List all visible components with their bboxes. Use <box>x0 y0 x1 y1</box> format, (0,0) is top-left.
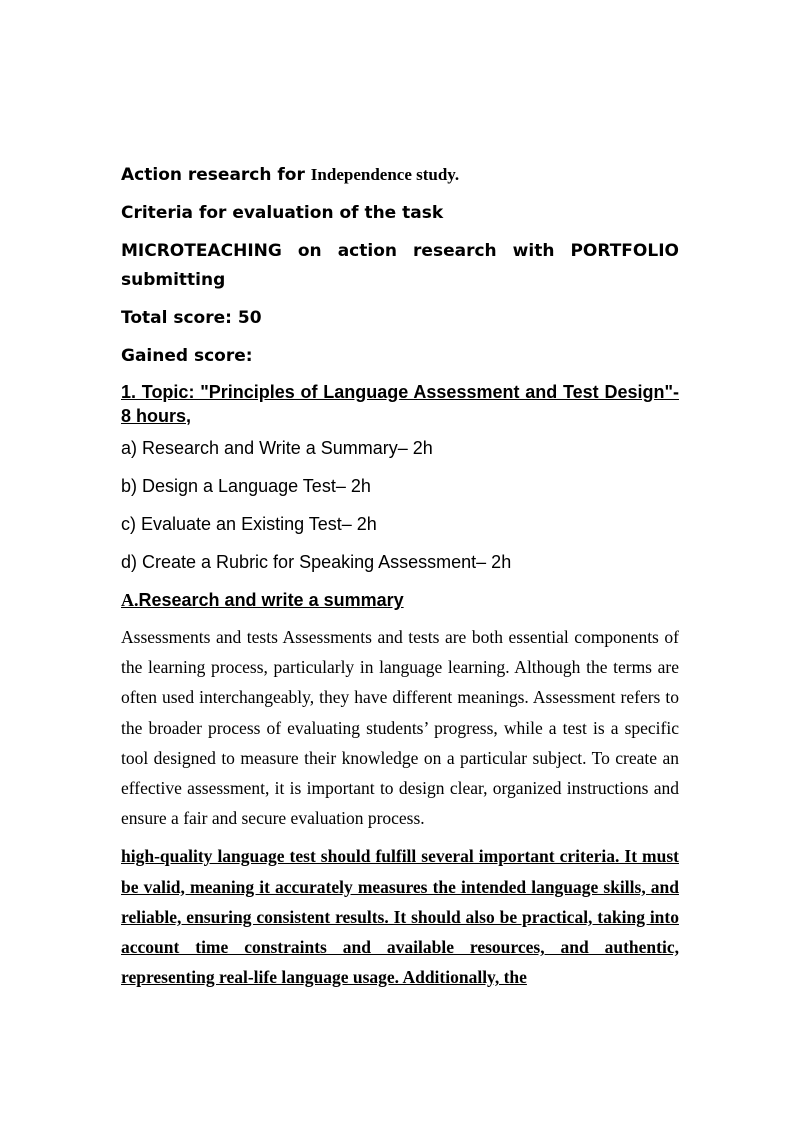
task-item-b: b) Design a Language Test– 2h <box>121 476 371 496</box>
task-item-a: a) Research and Write a Summary– 2h <box>121 438 433 458</box>
document-title <box>121 160 679 190</box>
document-page <box>121 160 679 1000</box>
title-suffix: Independence study. <box>310 165 460 184</box>
task-item-c: c) Evaluate an Existing Test– 2h <box>121 514 377 534</box>
criteria-heading: Criteria for evaluation of the task <box>121 203 444 223</box>
section-a-heading <box>121 588 679 612</box>
summary-paragraph: Assessments and tests Assessments and tests are both essential components of the learning process, particularly in language learning. Although the terms are often used interchangeably, they have different meanings. Assessment refers to the broader process of evaluating students’ progress, while a test is a specific tool designed to measure their knowledge on a particular subject. To create an effective assessment, it is important to design clear, organized instructions and ensure a fair and secure evaluation process. <box>121 627 679 829</box>
total-score: Total score: 50 <box>121 308 262 328</box>
criteria-paragraph: high-quality language test should fulfill several important criteria. It must be valid, meaning it accurately measures the intended language skills, and reliable, ensuring consistent results. It should also be practical, taking into account time constraints and available resources, and authentic, representing real-life language usage. Additionally, the <box>121 846 679 988</box>
title-prefix: Action research for <box>121 165 305 185</box>
topic-title: 1. Topic: "Principles of Language Assessment and Test Design"- 8 hours, <box>121 382 679 426</box>
section-a-letter: A. <box>121 590 139 610</box>
gained-score: Gained score: <box>121 346 253 366</box>
task-item-d: d) Create a Rubric for Speaking Assessment– 2h <box>121 552 512 572</box>
section-a-title: Research and write a summary <box>138 590 404 610</box>
microteaching-heading: MICROTEACHING on action research with PORTFOLIO submitting <box>121 241 679 290</box>
